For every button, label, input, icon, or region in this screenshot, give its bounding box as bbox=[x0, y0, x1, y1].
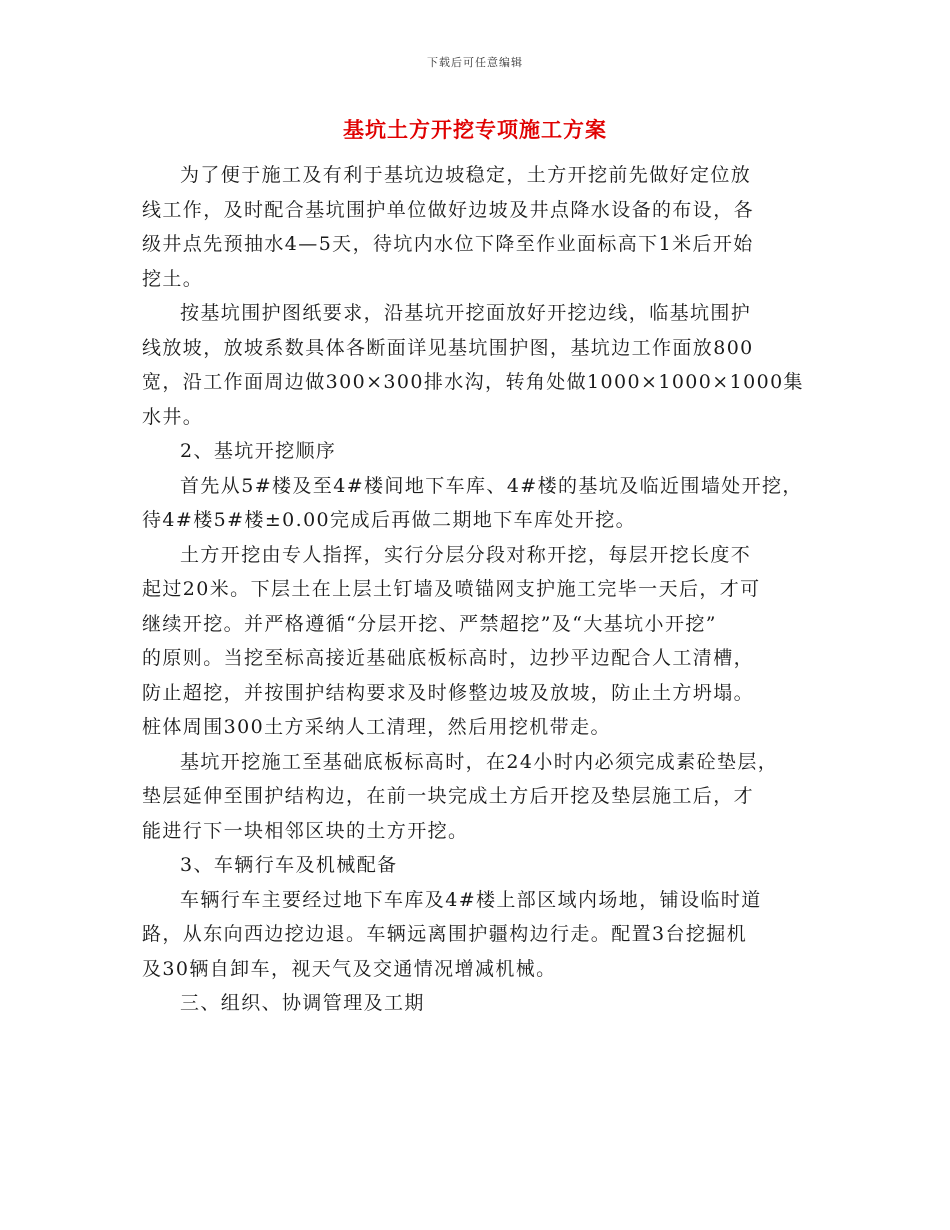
text-line: 起过20米。下层土在上层土钉墙及喷锚网支护施工完毕一天后，才可 bbox=[142, 578, 761, 600]
text-line: 继续开挖。并严格遵循“分层开挖、严禁超挖”及“大基坑小开挖” bbox=[142, 612, 717, 635]
text-line: 三、组织、协调管理及工期 bbox=[180, 992, 425, 1014]
section-heading-organization bbox=[142, 986, 814, 1021]
text-line: 防止超挖，并按围护结构要求及时修整边坡及放坡，防止土方坍塌。 bbox=[142, 681, 755, 704]
text-line: 待4#楼5#楼±0.00完成后再做二期地下车库处开挖。 bbox=[142, 509, 637, 531]
text-line: 及30辆自卸车，视天气及交通情况增减机械。 bbox=[142, 957, 557, 980]
text-line: 基坑开挖施工至基础底板标高时，在24小时内必须完成素砼垫层， bbox=[180, 750, 779, 773]
paragraph-1 bbox=[142, 158, 814, 296]
text-line: 首先从5#楼及至4#楼间地下车库、4#楼的基坑及临近围墙处开挖， bbox=[180, 474, 803, 497]
text-line: 路，从东向西边挖边退。车辆远离围护疆构边行走。配置3台挖掘机 bbox=[142, 923, 748, 945]
text-line: 挖土。 bbox=[142, 267, 204, 290]
text-line: 土方开挖由专人指挥，实行分层分段对称开挖，每层开挖长度不 bbox=[180, 543, 752, 566]
text-line: 车辆行车主要经过地下车库及4#楼上部区域内场地，铺设临时道 bbox=[180, 888, 762, 911]
text-line: 级井点先预抽水4—5天，待坑内水位下降至作业面标高下1米后开始 bbox=[142, 233, 754, 255]
paragraph-5 bbox=[142, 745, 814, 849]
text-line: 垫层延伸至围护结构边，在前一块完成土方后开挖及垫层施工后，才 bbox=[142, 785, 755, 807]
document-title: 基坑土方开挖专项施工方案 bbox=[343, 117, 607, 142]
paragraph-4 bbox=[142, 538, 814, 745]
text-line: 2、基坑开挖顺序 bbox=[180, 440, 337, 462]
text-line: 能进行下一块相邻区块的土方开挖。 bbox=[142, 819, 469, 842]
text-line: 为了便于施工及有利于基坑边坡稳定，土方开挖前先做好定位放 bbox=[180, 164, 752, 186]
paragraph-6 bbox=[142, 883, 814, 987]
header-note: 下载后可任意编辑 bbox=[427, 56, 523, 69]
text-line: 3、车辆行车及机械配备 bbox=[180, 854, 398, 876]
text-line: 线放坡，放坡系数具体各断面详见基坑围护图，基坑边工作面放800 bbox=[142, 336, 754, 359]
paragraph-3 bbox=[142, 469, 814, 538]
text-line: 水井。 bbox=[142, 405, 204, 428]
text-line: 宽，沿工作面周边做300×300排水沟，转角处做1000×1000×1000集 bbox=[142, 371, 804, 393]
text-line: 按基坑围护图纸要求，沿基坑开挖面放好开挖边线，临基坑围护 bbox=[180, 302, 752, 324]
text-line: 桩体周围300土方采纳人工清理，然后用挖机带走。 bbox=[142, 716, 611, 738]
text-line: 的原则。当挖至标高接近基础底板标高时，边抄平边配合人工清槽， bbox=[142, 647, 755, 669]
section-heading-excavation-sequence bbox=[142, 434, 814, 469]
text-line: 线工作，及时配合基坑围护单位做好边坡及井点降水设备的布设，各 bbox=[142, 198, 755, 221]
document-body bbox=[142, 158, 814, 1021]
section-heading-vehicles-machinery bbox=[142, 848, 814, 883]
paragraph-2 bbox=[142, 296, 814, 434]
